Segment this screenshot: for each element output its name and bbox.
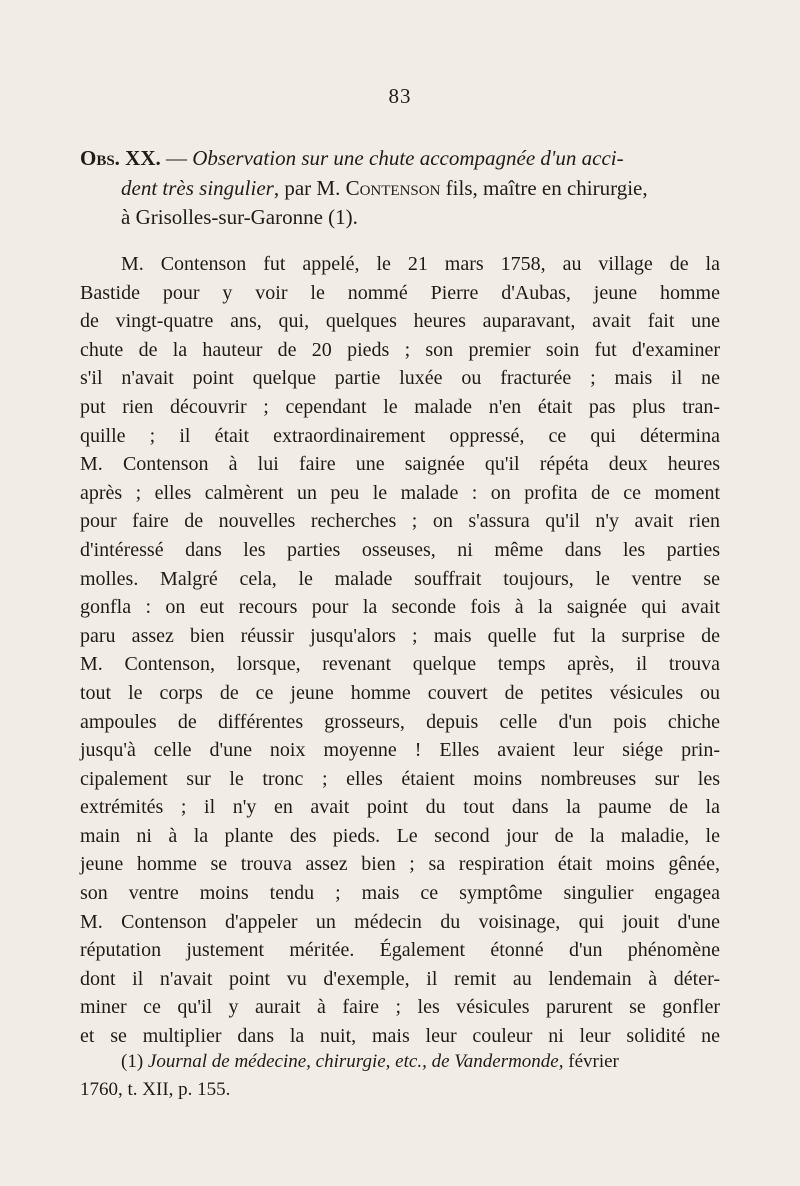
footnote: [80, 1048, 720, 1104]
body-line: dont il n'avait point vu d'exemple, il remit au lendemain à déter-: [80, 967, 720, 990]
heading-line-3: à Grisolles-sur-Garonne (1).: [121, 205, 358, 229]
body-line: molles. Malgré cela, le malade souffrait toujours, le ventre se: [80, 567, 720, 590]
body-line: main ni à la plante des pieds. Le second jour de la maladie, le: [80, 824, 720, 847]
body-line: M. Contenson à lui faire une saignée qu'il répéta deux heures: [80, 453, 720, 476]
body-line: chute de la hauteur de 20 pieds ; son premier soin fut d'examiner: [80, 338, 720, 361]
heading-italic-2: dent très singulier: [121, 175, 274, 200]
footnote-marker: (1): [121, 1051, 148, 1072]
body-line: gonfla : on eut recours pour la seconde fois à la saignée qui avait: [80, 596, 720, 619]
body-line: pour faire de nouvelles recherches ; on s'assura qu'il n'y avait rien: [80, 510, 720, 533]
body-line: et se multiplier dans la nuit, mais leur couleur ni leur solidité ne: [80, 1025, 720, 1048]
body-line: M. Contenson fut appelé, le 21 mars 1758, au village de la: [121, 253, 720, 275]
body-line: cipalement sur le tronc ; elles étaient moins nombreuses sur les: [80, 767, 720, 790]
body-line: M. Contenson d'appeler un médecin du voisinage, qui jouit d'une: [80, 910, 720, 933]
body-line: réputation justement méritée. Également étonné d'un phénomène: [80, 939, 720, 962]
body-line: après ; elles calmèrent un peu le malade : on profita de ce moment: [80, 481, 720, 504]
heading-italic-1: Observation sur une chute accompagnée d'un acci-: [192, 146, 624, 170]
heading-line-2: [80, 174, 720, 204]
body-line: de vingt-quatre ans, qui, quelques heures auparavant, avait fait une: [80, 310, 720, 333]
footnote-date: février: [563, 1051, 619, 1072]
body-line: M. Contenson, lorsque, revenant quelque temps après, il trouva: [80, 653, 720, 676]
body-line: put rien découvrir ; cependant le malade n'en était pas plus tran-: [80, 395, 720, 418]
footnote-line-2: 1760, t. XII, p. 155.: [80, 1079, 231, 1100]
heading-author: Contenson: [345, 175, 441, 200]
body-line: tout le corps de ce jeune homme couvert de petites vésicules ou: [80, 681, 720, 704]
footnote-source: Journal de médecine, chirurgie, etc., de Vandermonde,: [147, 1051, 564, 1072]
heading-dash: —: [160, 146, 193, 170]
body-line: son ventre moins tendu ; mais ce symptôme singulier engagea: [80, 882, 720, 905]
body-line: paru assez bien réussir jusqu'alors ; mais quelle fut la surprise de: [80, 624, 720, 647]
observation-heading: [80, 144, 720, 233]
body-line: quille ; il était extraordinairement oppressé, ce qui détermina: [80, 424, 720, 447]
body-paragraph: [80, 250, 720, 1051]
body-line: jusqu'à celle d'une noix moyenne ! Elles avaient leur siége prin-: [80, 739, 720, 762]
body-line: extrémités ; il n'y en avait point du tout dans la paume de la: [80, 796, 720, 819]
body-line: Bastide pour y voir le nommé Pierre d'Aubas, jeune homme: [80, 281, 720, 304]
body-line: jeune homme se trouva assez bien ; sa respiration était moins gênée,: [80, 853, 720, 876]
heading-by: , par M.: [273, 175, 346, 200]
heading-rest: fils, maître en chirurgie,: [440, 175, 648, 200]
body-line: miner ce qu'il y aurait à faire ; les vésicules parurent se gonfler: [80, 996, 720, 1019]
body-line: d'intéressé dans les parties osseuses, ni même dans les parties: [80, 538, 720, 561]
observation-label: Obs. XX.: [80, 146, 161, 170]
footnote-line-1: [80, 1048, 720, 1076]
body-line: s'il n'avait point quelque partie luxée ou fracturée ; mais il ne: [80, 367, 720, 390]
body-line: ampoules de différentes grosseurs, depuis celle d'un pois chiche: [80, 710, 720, 733]
page-number: 83: [388, 84, 412, 108]
